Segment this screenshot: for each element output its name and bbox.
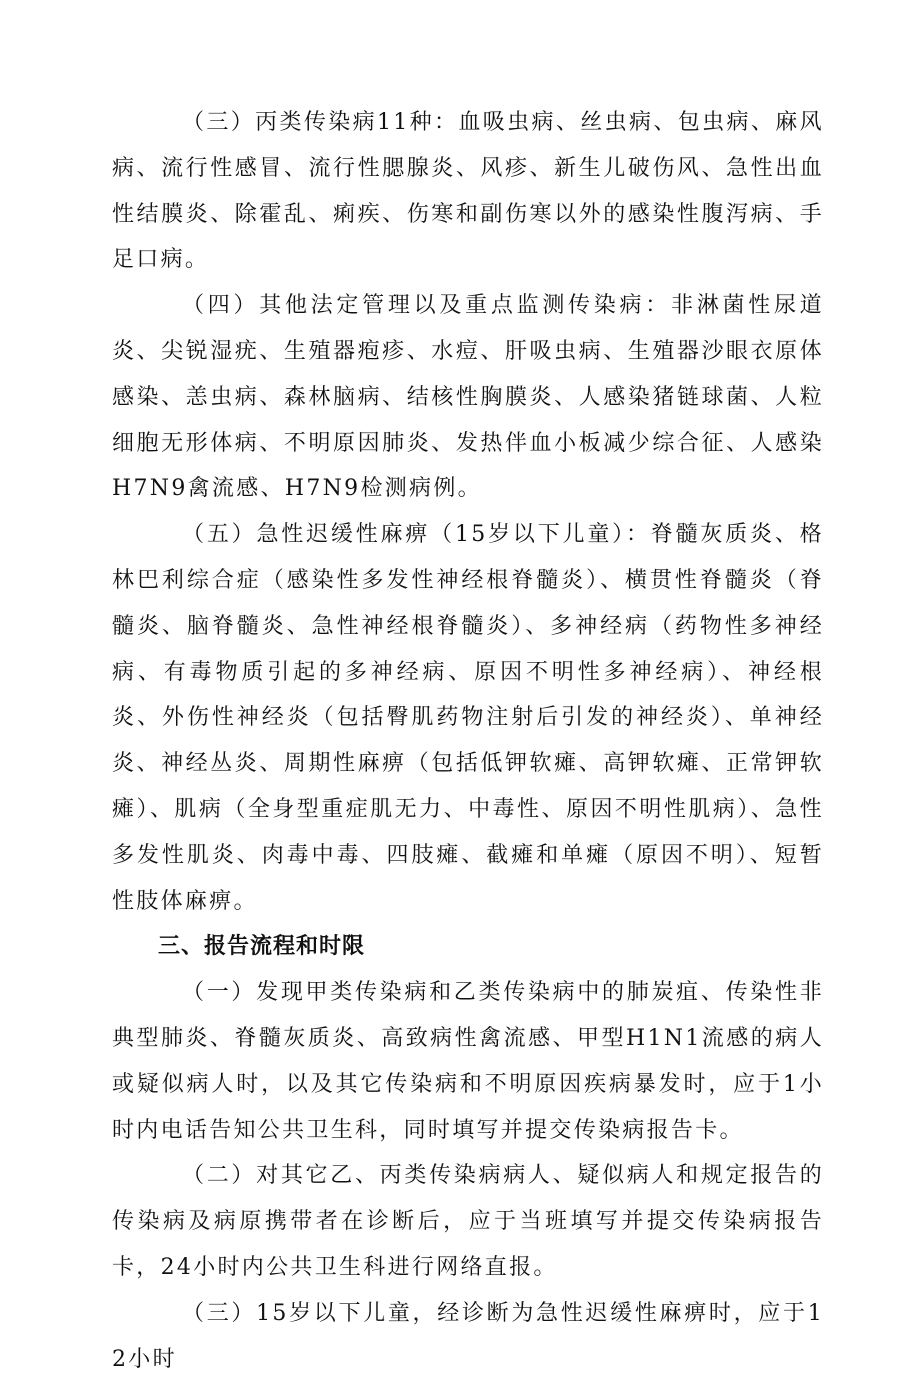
paragraph-other-monitored-diseases: （四）其他法定管理以及重点监测传染病：非淋菌性尿道炎、尖锐湿疣、生殖器疱疹、水痘、肝吸虫病、生殖器沙眼衣原体感染、恙虫病、森林脑病、结核性胸膜炎、人感染猪链球菌、人粒细胞无形体病、不明原因肺炎、发热伴血小板减少综合征、人感染H7N9禽流感、H7N9检测病例。 <box>112 293 824 502</box>
paragraph-report-within-12-hours: （三）15岁以下儿童，经诊断为急性迟缓性麻痹时，应于12小时 <box>112 1300 824 1372</box>
paragraph-report-within-1-hour: （一）发现甲类传染病和乙类传染病中的肺炭疽、传染性非典型肺炎、脊髓灰质炎、高致病性禽流感、甲型H1N1流感的病人或疑似病人时，以及其它传染病和不明原因疾病暴发时，应于1小时内电话告知公共卫生科，同时填写并提交传染病报告卡。 <box>112 980 824 1143</box>
paragraph-class-c-diseases: （三）丙类传染病11种：血吸虫病、丝虫病、包虫病、麻风病、流行性感冒、流行性腮腺炎、风疹、新生儿破伤风、急性出血性结膜炎、除霍乱、痢疾、伤寒和副伤寒以外的感染性腹泻病、手足口病。 <box>112 110 824 273</box>
document-body <box>112 100 824 1382</box>
paragraph-report-within-24-hours: （二）对其它乙、丙类传染病病人、疑似病人和规定报告的传染病及病原携带者在诊断后，应于当班填写并提交传染病报告卡，24小时内公共卫生科进行网络直报。 <box>112 1163 824 1280</box>
paragraph-acute-flaccid-paralysis: （五）急性迟缓性麻痹（15岁以下儿童）：脊髓灰质炎、格林巴利综合症（感染性多发性神经根脊髓炎）、横贯性脊髓炎（脊髓炎、脑脊髓炎、急性神经根脊髓炎）、多神经病（药物性多神经病、有毒物质引起的多神经病、原因不明性多神经病）、神经根炎、外伤性神经炎（包括臀肌药物注射后引发的神经炎）、单神经炎、神经丛炎、周期性麻痹（包括低钾软瘫、高钾软瘫、正常钾软瘫）、肌病（全身型重症肌无力、中毒性、原因不明性肌病）、急性多发性肌炎、肉毒中毒、四肢瘫、截瘫和单瘫（原因不明）、短暂性肢体麻痹。 <box>112 522 824 914</box>
section-heading-reporting-process: 三、报告流程和时限 <box>158 934 366 960</box>
